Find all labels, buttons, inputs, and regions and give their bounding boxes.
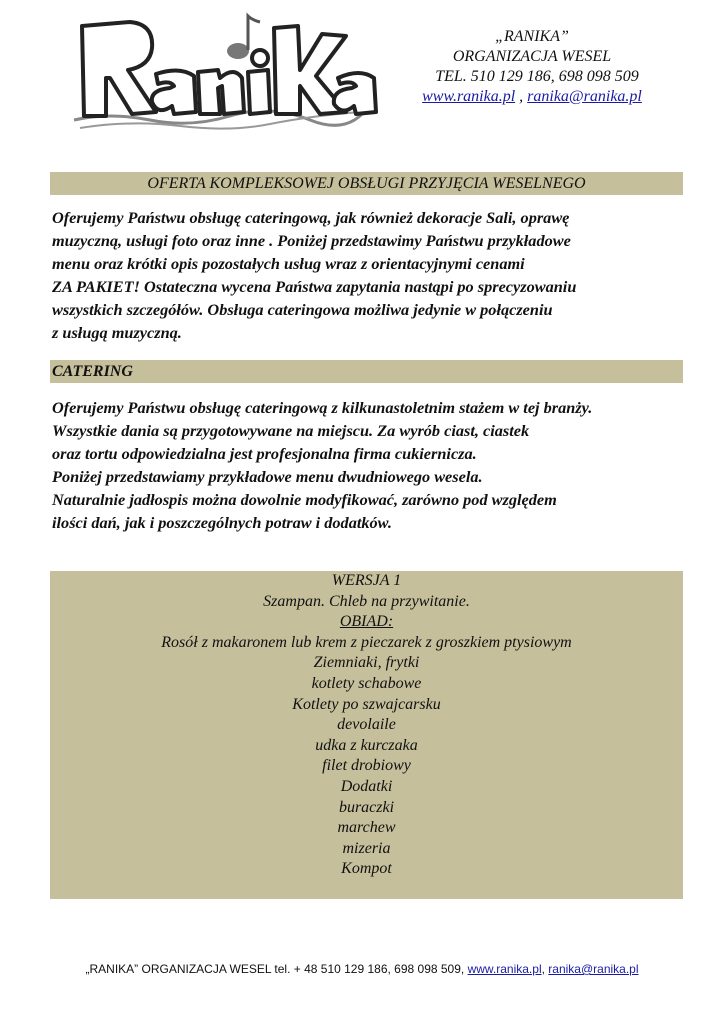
menu-item: Kompot	[341, 860, 392, 878]
menu-item: udka z kurczaka	[315, 736, 418, 754]
ranika-logo	[70, 8, 382, 136]
footer-text: „RANIKA” ORGANIZACJA WESEL tel. + 48 510 129 186, 698 098 509,	[85, 962, 468, 976]
catering-line: oraz tortu odpowiedzialna jest profesjonalna firma cukiernicza.	[52, 444, 477, 463]
company-name: „RANIKA”	[495, 28, 569, 45]
footer-website-link[interactable]: www.ranika.pl	[467, 962, 542, 976]
intro-line: ZA PAKIET! Ostateczna wycena Państwa zapytania nastąpi po sprecyzowaniu	[52, 277, 577, 296]
web-contact-line	[382, 87, 682, 107]
contact-separator: ,	[515, 88, 528, 105]
company-tagline: ORGANIZACJA WESEL	[452, 48, 612, 65]
catering-line: Wszystkie dania są przygotowywane na miejscu. Za wyrób ciast, ciastek	[52, 421, 530, 440]
intro-line: muzyczną, usługi foto oraz inne . Poniżej przedstawimy Państwu przykładowe	[52, 231, 571, 250]
catering-line: Oferujemy Państwu obsługę cateringową z kilkunastoletnim stażem w tej branży.	[52, 398, 593, 417]
menu-item: Ziemniaki, frytki	[313, 654, 420, 672]
catering-line: Naturalnie jadłospis można dowolnie modyfikować, zarówno pod względem	[52, 490, 557, 509]
email-link[interactable]: ranika@ranika.pl	[527, 88, 642, 105]
footer-email-link[interactable]: ranika@ranika.pl	[548, 962, 639, 976]
menu-item: mizeria	[342, 839, 391, 857]
menu-item: Rosół z makaronem lub krem z pieczarek z groszkiem ptysiowym	[161, 633, 572, 651]
intro-paragraph	[52, 206, 692, 344]
menu-version: WERSJA 1	[331, 572, 402, 589]
intro-line: z usługą muzyczną.	[52, 323, 182, 342]
page-footer	[0, 962, 724, 976]
catering-line: ilości dań, jak i poszczególnych potraw i dodatków.	[52, 513, 392, 532]
intro-line: Oferujemy Państwu obsługę cateringową, jak również dekoracje Sali, oprawę	[52, 208, 570, 227]
menu-welcome: Szampan. Chleb na przywitanie.	[263, 592, 470, 610]
menu-item: marchew	[337, 819, 396, 837]
website-link[interactable]: www.ranika.pl	[422, 88, 516, 105]
intro-line: menu oraz krótki opis pozostałych usług wraz z orientacyjnymi cenami	[52, 254, 525, 273]
menu-item: devolaile	[337, 716, 396, 734]
menu-section-heading: OBIAD:	[339, 613, 394, 631]
intro-line: wszystkich szczegółów. Obsługa cateringowa możliwa jedynie w połączeniu	[52, 300, 553, 319]
catering-line: Poniżej przedstawiamy przykładowe menu dwudniowego wesela.	[52, 467, 483, 486]
header-contact	[382, 27, 682, 107]
menu-item: Kotlety po szwajcarsku	[292, 695, 441, 713]
menu-item: kotlety schabowe	[311, 674, 422, 692]
menu-item: Dodatki	[340, 777, 393, 795]
menu-item: filet drobiowy	[322, 757, 411, 775]
footer-separator: ,	[541, 962, 549, 976]
catering-heading: CATERING	[50, 360, 683, 383]
menu-item: buraczki	[338, 798, 395, 816]
catering-paragraph	[52, 396, 692, 534]
menu-box	[50, 571, 683, 899]
offer-title: OFERTA KOMPLEKSOWEJ OBSŁUGI PRZYJĘCIA WESELNEGO	[50, 172, 683, 195]
company-phone: TEL. 510 129 186, 698 098 509	[435, 68, 639, 85]
